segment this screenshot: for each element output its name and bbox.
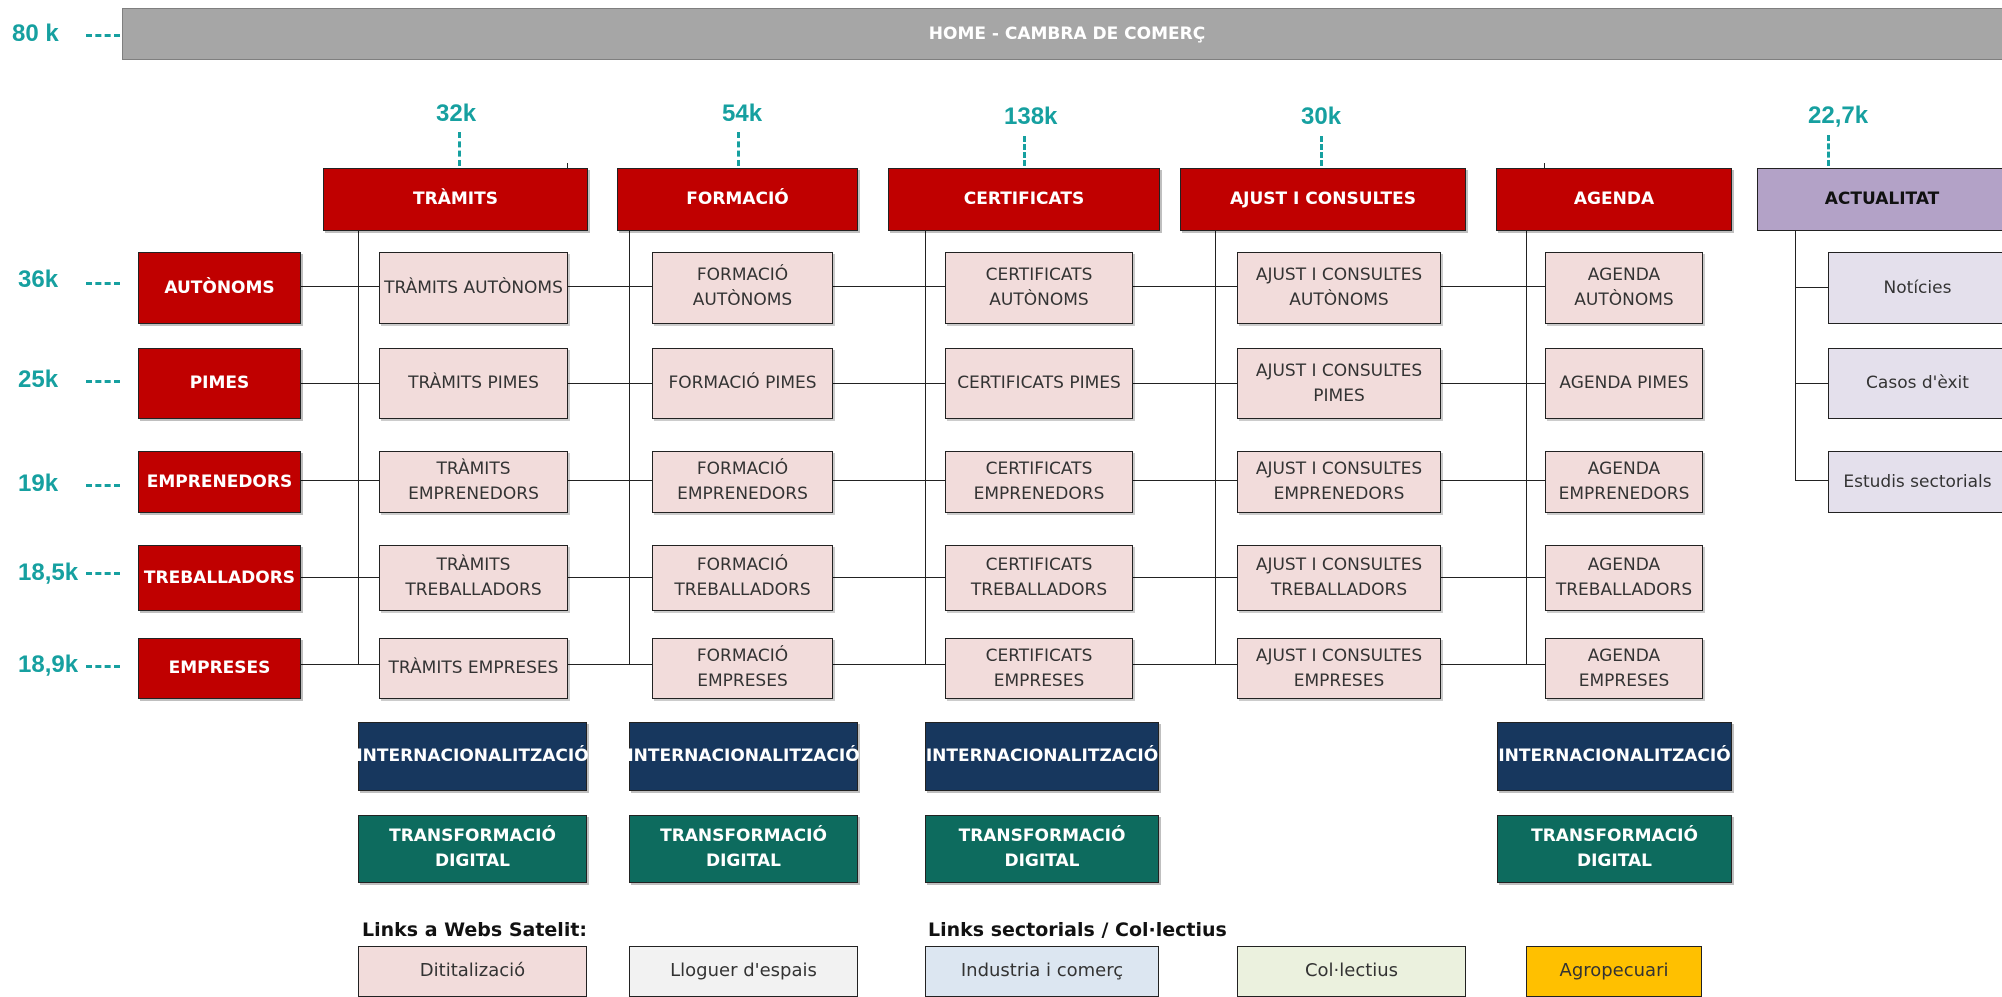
cell-formacio-emprenedors[interactable]: FORMACIÓ EMPRENEDORS [652, 451, 833, 513]
ajust-spine [1215, 230, 1216, 664]
cell-formacio-empreses[interactable]: FORMACIÓ EMPRESES [652, 638, 833, 699]
audience-empreses[interactable]: EMPRESES [138, 638, 301, 699]
link-lloguer-espais[interactable]: Lloguer d'espais [629, 946, 858, 997]
cell-certificats-treballadors[interactable]: CERTIFICATS TREBALLADORS [945, 545, 1133, 611]
empreses-stat-dash [86, 665, 120, 668]
links-satelit-title: Links a Webs Satelit: [362, 919, 588, 941]
cell-ajust-emprenedors[interactable]: AJUST I CONSULTES EMPRENEDORS [1237, 451, 1441, 513]
section-formacio[interactable]: FORMACIÓ [617, 168, 858, 231]
cell-ajust-autonoms[interactable]: AJUST I CONSULTES AUTÒNOMS [1237, 252, 1441, 324]
link-digitalitzacio[interactable]: Dititalizació [358, 946, 587, 997]
certificats-spine [925, 230, 926, 664]
pimes-stat-dash [86, 380, 120, 383]
internacionalitzacio-formacio[interactable]: INTERNACIONALITZACIÓ [629, 722, 858, 791]
actualitat-stat-dash [1827, 135, 1830, 166]
formacio-spine [629, 230, 630, 664]
empreses-visits-stat: 18,9k [18, 651, 79, 678]
treballadors-visits-stat: 18,5k [18, 559, 79, 586]
transformacio-formacio[interactable]: TRANSFORMACIÓ DIGITAL [629, 815, 858, 883]
ajust-stat-dash [1320, 136, 1323, 166]
cell-ajust-treballadors[interactable]: AJUST I CONSULTES TREBALLADORS [1237, 545, 1441, 611]
cell-agenda-pimes[interactable]: AGENDA PIMES [1545, 348, 1703, 419]
link-industria-comerc[interactable]: Industria i comerç [925, 946, 1159, 997]
ajust-visits-stat: 30k [1301, 103, 1342, 130]
cell-ajust-pimes[interactable]: AJUST I CONSULTES PIMES [1237, 348, 1441, 419]
cell-formacio-pimes[interactable]: FORMACIÓ PIMES [652, 348, 833, 419]
cell-certificats-pimes[interactable]: CERTIFICATS PIMES [945, 348, 1133, 419]
section-actualitat[interactable]: ACTUALITAT [1757, 168, 2002, 231]
transformacio-tramits[interactable]: TRANSFORMACIÓ DIGITAL [358, 815, 587, 883]
certificats-visits-stat: 138k [1004, 103, 1058, 130]
link-agropecuari[interactable]: Agropecuari [1526, 946, 1702, 997]
cell-formacio-autonoms[interactable]: FORMACIÓ AUTÒNOMS [652, 252, 833, 324]
actualitat-estudis-sectorials[interactable]: Estudis sectorials [1828, 451, 2002, 513]
cell-tramits-treballadors[interactable]: TRÀMITS TREBALLADORS [379, 545, 568, 611]
section-ajust-consultes[interactable]: AJUST I CONSULTES [1180, 168, 1466, 231]
transformacio-agenda[interactable]: TRANSFORMACIÓ DIGITAL [1497, 815, 1732, 883]
section-certificats[interactable]: CERTIFICATS [888, 168, 1160, 231]
autonoms-visits-stat: 36k [18, 266, 59, 293]
home-stat-dash [86, 34, 120, 37]
actualitat-visits-stat: 22,7k [1808, 102, 1869, 129]
tramits-spine [358, 230, 359, 664]
actualitat-branch-casos [1795, 383, 1829, 384]
home-visits-stat: 80 k [12, 20, 59, 47]
internacionalitzacio-tramits[interactable]: INTERNACIONALITZACIÓ [358, 722, 587, 791]
emprenedors-visits-stat: 19k [18, 470, 59, 497]
audience-emprenedors[interactable]: EMPRENEDORS [138, 451, 301, 513]
tramits-visits-stat: 32k [436, 100, 477, 127]
actualitat-branch-noticies [1795, 287, 1829, 288]
cell-tramits-autonoms[interactable]: TRÀMITS AUTÒNOMS [379, 252, 568, 324]
audience-treballadors[interactable]: TREBALLADORS [138, 545, 301, 611]
section-tramits[interactable]: TRÀMITS [323, 168, 588, 231]
actualitat-spine [1795, 230, 1796, 480]
treballadors-stat-dash [86, 572, 120, 575]
cell-agenda-treballadors[interactable]: AGENDA TREBALLADORS [1545, 545, 1703, 611]
formacio-visits-stat: 54k [722, 100, 763, 127]
cell-certificats-empreses[interactable]: CERTIFICATS EMPRESES [945, 638, 1133, 699]
audience-autonoms[interactable]: AUTÒNOMS [138, 252, 301, 324]
transformacio-certificats[interactable]: TRANSFORMACIÓ DIGITAL [925, 815, 1159, 883]
autonoms-stat-dash [86, 282, 120, 285]
cell-tramits-pimes[interactable]: TRÀMITS PIMES [379, 348, 568, 419]
actualitat-casos-exit[interactable]: Casos d'èxit [1828, 348, 2002, 419]
cell-ajust-empreses[interactable]: AJUST I CONSULTES EMPRESES [1237, 638, 1441, 699]
links-sectorials-title: Links sectorials / Col·lectius [928, 919, 1227, 941]
section-agenda[interactable]: AGENDA [1496, 168, 1732, 231]
internacionalitzacio-agenda[interactable]: INTERNACIONALITZACIÓ [1497, 722, 1732, 791]
cell-tramits-empreses[interactable]: TRÀMITS EMPRESES [379, 638, 568, 699]
formacio-stat-dash [737, 132, 740, 166]
emprenedors-stat-dash [86, 484, 120, 487]
agenda-spine [1526, 230, 1527, 664]
link-collectius[interactable]: Col·lectius [1237, 946, 1466, 997]
cell-certificats-emprenedors[interactable]: CERTIFICATS EMPRENEDORS [945, 451, 1133, 513]
cell-agenda-emprenedors[interactable]: AGENDA EMPRENEDORS [1545, 451, 1703, 513]
actualitat-branch-estudis [1795, 480, 1829, 481]
tramits-stat-dash [458, 132, 461, 166]
cell-agenda-empreses[interactable]: AGENDA EMPRESES [1545, 638, 1703, 699]
cell-tramits-emprenedors[interactable]: TRÀMITS EMPRENEDORS [379, 451, 568, 513]
cell-agenda-autonoms[interactable]: AGENDA AUTÒNOMS [1545, 252, 1703, 324]
cell-certificats-autonoms[interactable]: CERTIFICATS AUTÒNOMS [945, 252, 1133, 324]
audience-pimes[interactable]: PIMES [138, 348, 301, 419]
internacionalitzacio-certificats[interactable]: INTERNACIONALITZACIÓ [925, 722, 1159, 791]
certificats-stat-dash [1023, 136, 1026, 166]
cell-formacio-treballadors[interactable]: FORMACIÓ TREBALLADORS [652, 545, 833, 611]
pimes-visits-stat: 25k [18, 366, 59, 393]
actualitat-noticies[interactable]: Notícies [1828, 252, 2002, 324]
home-bar[interactable]: HOME - CAMBRA DE COMERÇ [122, 8, 2002, 60]
